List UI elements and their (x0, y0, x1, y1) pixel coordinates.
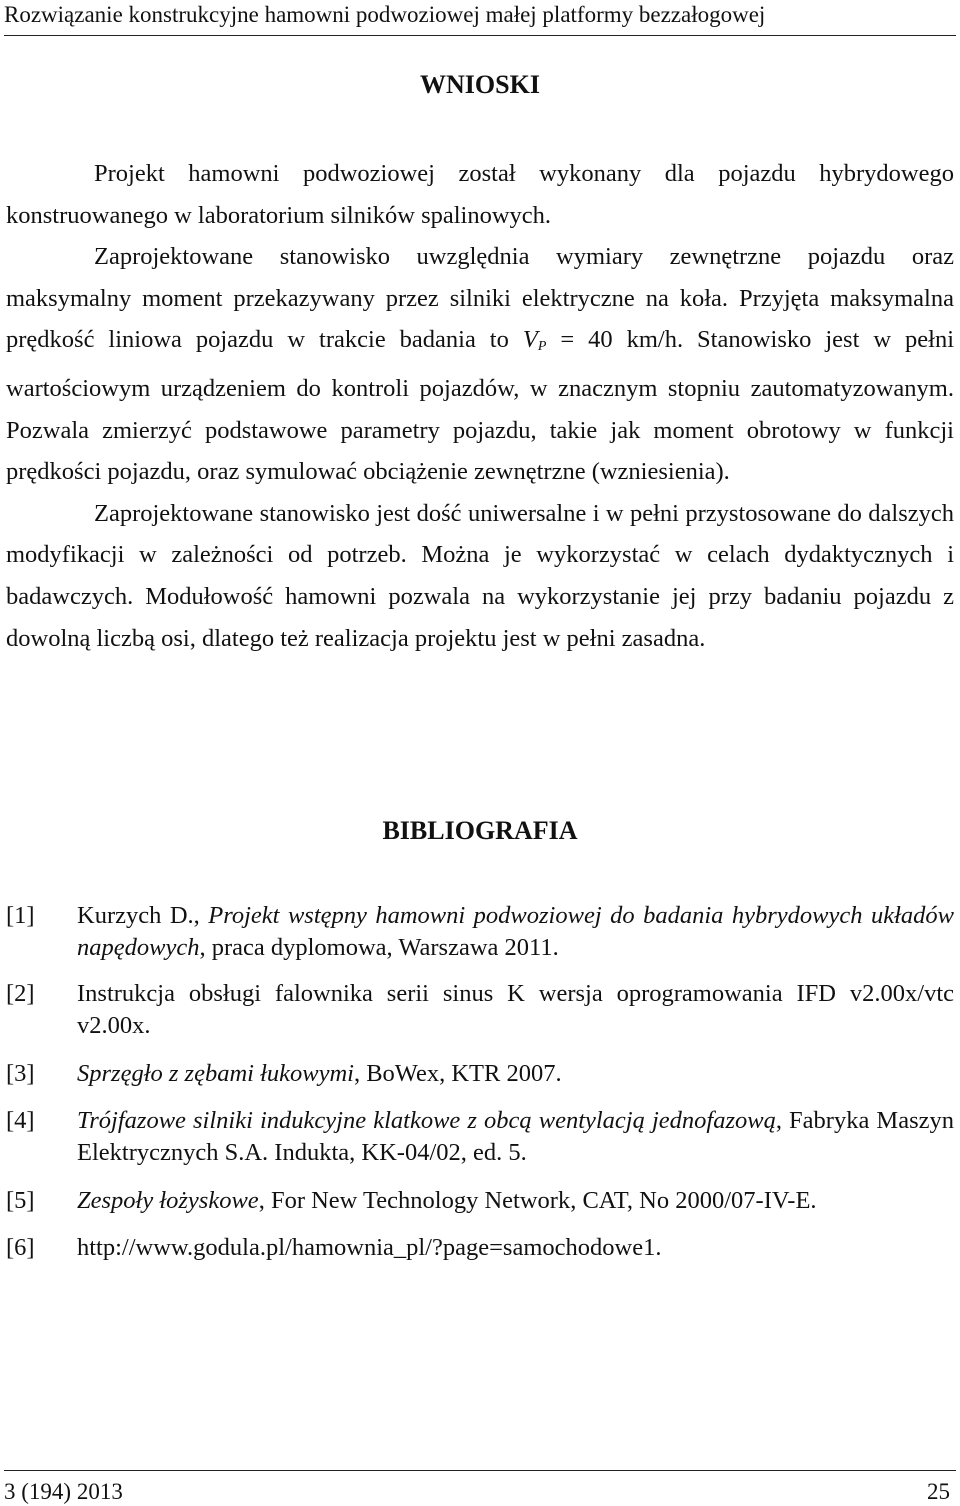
bibliography-heading: BIBLIOGRAFIA (382, 816, 578, 845)
running-header: Rozwiązanie konstrukcyjne hamowni podwoziowej małej platformy bezzałogowej (4, 2, 766, 27)
velocity-symbol: $V_P$ (522, 326, 547, 355)
bibliography-number: [5] (6, 1187, 35, 1214)
bibliography-item: [2] Instrukcja obsługi falownika serii sinus K wersja oprogramowania IFD v2.00x/vtc v2.00x. (6, 980, 954, 1039)
bibliography-item: [5] Zespoły łożyskowe, For New Technology Network, CAT, No 2000/07-IV-E. (6, 1185, 954, 1217)
header-divider (4, 35, 956, 36)
bibliography-number: [2] (6, 980, 35, 1007)
bibliography-item: [1] Kurzych D., Projekt wstępny hamowni podwoziowej do badania hybrydowych układów napędowych, praca dyplomowa, Warszawa 2011. (6, 902, 955, 961)
conclusions-body (6, 153, 954, 659)
footer-issue: 3 (194) 2013 (4, 1479, 123, 1504)
bibliography-list (6, 900, 954, 1264)
bibliography-number: [3] (6, 1060, 35, 1087)
bibliography-item: [3] Sprzęgło z zębami łukowymi, BoWex, KTR 2007. (6, 1058, 954, 1090)
bibliography-item: [6] http://www.godula.pl/hamownia_pl/?page=samochodowe1. (6, 1232, 954, 1264)
page-number: 25 (927, 1479, 950, 1504)
conclusions-paragraph-2 (6, 236, 954, 493)
bibliography-number: [6] (6, 1234, 35, 1261)
footer-divider (4, 1470, 956, 1471)
paragraph-2-text-start: Zaprojektowane stanowisko uwzględnia wymiary zewnętrzne pojazdu oraz maksymalny moment przekazywany przez silniki elektryczne na koła. Przyjęta maksymalna prędkość liniowa pojazdu w trakcie badania to (6, 243, 954, 354)
conclusions-paragraph-3: Zaprojektowane stanowisko jest dość uniwersalne i w pełni przystosowane do dalszych modyfikacji w zależności od potrzeb. Można je wykorzystać w celach dydaktycznych i badawczych. Modułowość hamowni pozwala na wykorzystanie jej przy badaniu pojazdu z dowolną liczbą osi, dlatego też realizacja projektu jest w pełni zasadna. (6, 499, 954, 652)
conclusions-paragraph-1: Projekt hamowni podwoziowej został wykonany dla pojazdu hybrydowego konstruowanego w laboratorium silników spalinowych. (6, 160, 954, 229)
bibliography-number: [1] (6, 902, 35, 929)
bibliography-number: [4] (6, 1107, 35, 1134)
bibliography-item: [4] Trójfazowe silniki indukcyjne klatkowe z obcą wentylacją jednofazową, Fabryka Maszyn Elektrycznych S.A. Indukta, KK-04/02, ed. 5. (6, 1107, 954, 1166)
conclusions-heading: WNIOSKI (420, 70, 540, 99)
paragraph-2-text-end: = 40 km/h. Stanowisko jest w pełni wartościowym urządzeniem do kontroli pojazdów, w znacznym stopniu zautomatyzowanym. Pozwala zmierzyć podstawowe parametry pojazdu, takie jak moment obrotowy w funkcji prędkości pojazdu, oraz symulować obciążenie zewnętrzne (wzniesienia). (6, 326, 954, 486)
